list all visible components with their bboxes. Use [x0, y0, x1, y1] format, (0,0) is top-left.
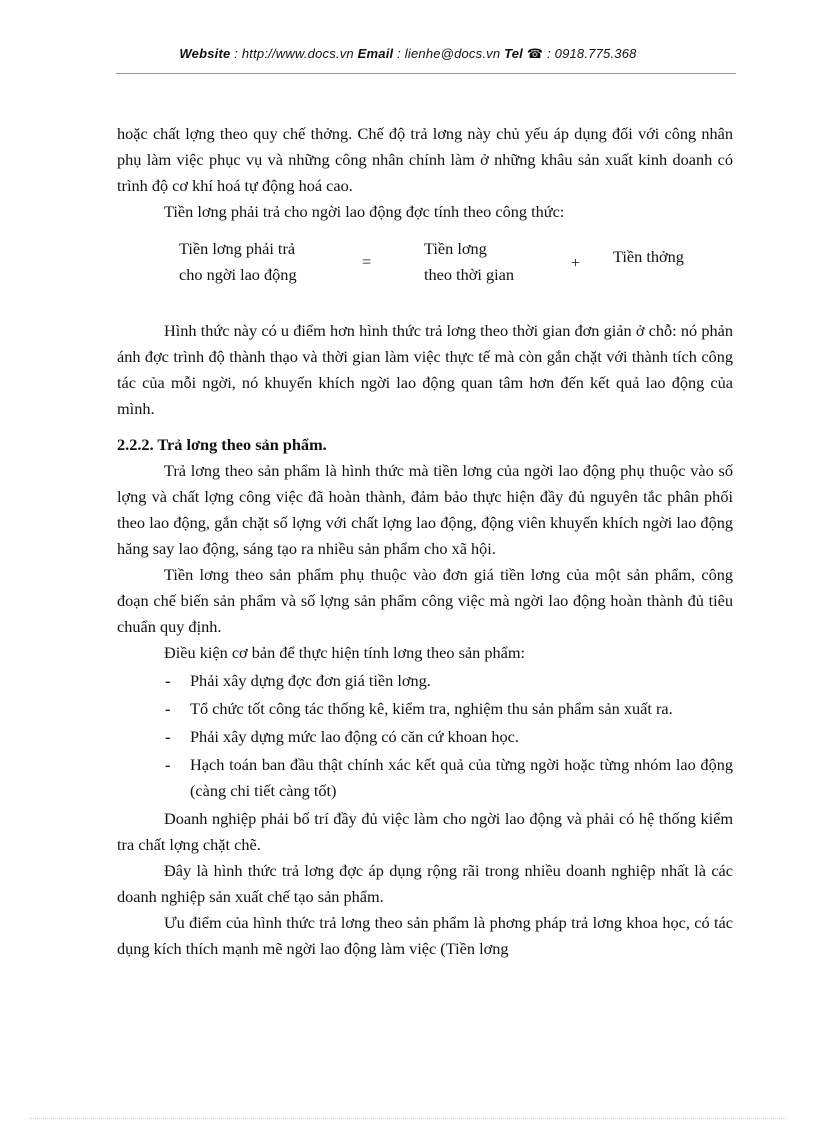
- formula-equals: =: [362, 252, 372, 271]
- formula-term-a-line2: cho ngời lao động: [179, 265, 297, 284]
- paragraph-1: hoặc chất lợng theo quy chế thởng. Chế độ trả lơng này chủ yếu áp dụng đối với công nhân phụ làm việc phục vụ và những công nhân chính làm ở những khâu sản xuất kinh doanh có trình độ cơ khí hoá tự động hoá cao.: [117, 124, 733, 195]
- bullet-dash: -: [165, 699, 171, 718]
- website-label: Website: [179, 46, 231, 61]
- list-item: - Phải xây dựng mức lao động có căn cứ khoan học.: [117, 724, 733, 750]
- footer-dotted-line: [30, 1118, 786, 1119]
- email-label: Email: [357, 46, 394, 61]
- paragraph-7: Doanh nghiệp phải bố trí đầy đủ việc làm cho ngời lao động và phải có hệ thống kiểm tra chất lợng chặt chẽ.: [117, 809, 733, 854]
- paragraph-2: Tiền lơng phải trả cho ngời lao động đợc tính theo công thức:: [164, 202, 565, 221]
- formula-term-c: Tiền thởng: [613, 247, 684, 266]
- formula-term-b-line2: theo thời gian: [424, 265, 515, 284]
- email-value[interactable]: : lienhe@docs.vn: [397, 46, 501, 61]
- conditions-list: [117, 668, 733, 804]
- salary-formula: [117, 236, 733, 314]
- list-item: - Tổ chức tốt công tác thống kê, kiểm tra, nghiệm thu sản phẩm sản xuất ra.: [117, 696, 733, 722]
- paragraph-6: Điều kiện cơ bản để thực hiện tính lơng theo sản phẩm:: [164, 643, 526, 662]
- bullet-dash: -: [165, 671, 171, 690]
- list-item: - Phải xây dựng đợc đơn giá tiền lơng.: [117, 668, 733, 694]
- header-divider: [116, 73, 736, 74]
- section-heading: 2.2.2. Trả lơng theo sản phẩm.: [117, 435, 327, 454]
- paragraph-9: Ưu điểm của hình thức trả lơng theo sản phẩm là phơng pháp trả lơng khoa học, có tác dụng kích thích mạnh mẽ ngời lao động làm việc (Tiền lơng: [117, 913, 733, 958]
- tel-label: Tel: [504, 46, 523, 61]
- formula-plus: +: [571, 253, 581, 272]
- paragraph-5: Tiền lơng theo sản phẩm phụ thuộc vào đơn giá tiền lơng của một sản phẩm, công đoạn chế biến sản phẩm và số lợng sản phẩm công việc mà ngời lao động hoàn thành đủ tiêu chuẩn quy định.: [117, 565, 733, 636]
- formula-term-b-line1: Tiền lơng: [424, 239, 487, 258]
- paragraph-8: Đây là hình thức trả lơng đợc áp dụng rộng rãi trong nhiều doanh nghiệp nhất là các doanh nghiệp sản xuất chế tạo sản phẩm.: [117, 861, 733, 906]
- page-header: [0, 46, 816, 62]
- formula-term-a-line1: Tiền lơng phải trả: [179, 239, 296, 258]
- list-item: - Hạch toán ban đầu thật chính xác kết quả của từng ngời hoặc từng nhóm lao động (càng chi tiết càng tốt): [117, 752, 733, 804]
- paragraph-3: Hình thức này có u điểm hơn hình thức trả lơng theo thời gian đơn giản ở chỗ: nó phản ánh đợc trình độ thành thạo và thời gian làm việc thực tế mà còn gắn chặt với thành tích công tác của mỗi ngời, nó khuyến khích ngời lao động quan tâm hơn đến kết quả lao động của mình.: [117, 321, 733, 418]
- bullet-dash: -: [165, 727, 171, 746]
- website-url[interactable]: : http://www.docs.vn: [234, 46, 354, 61]
- document-body: [117, 121, 733, 962]
- tel-value: ☎ : 0918.775.368: [526, 46, 637, 61]
- bullet-dash: -: [165, 755, 171, 774]
- paragraph-4: Trả lơng theo sản phẩm là hình thức mà tiền lơng của ngời lao động phụ thuộc vào số lợng và chất lợng công việc đã hoàn thành, đảm bảo thực hiện đầy đủ nguyên tắc phân phối theo lao động, gắn chặt số lợng với chất lợng lao động, động viên khuyến khích ngời lao động hăng say lao động, sáng tạo ra nhiều sản phẩm cho xã hội.: [117, 461, 733, 558]
